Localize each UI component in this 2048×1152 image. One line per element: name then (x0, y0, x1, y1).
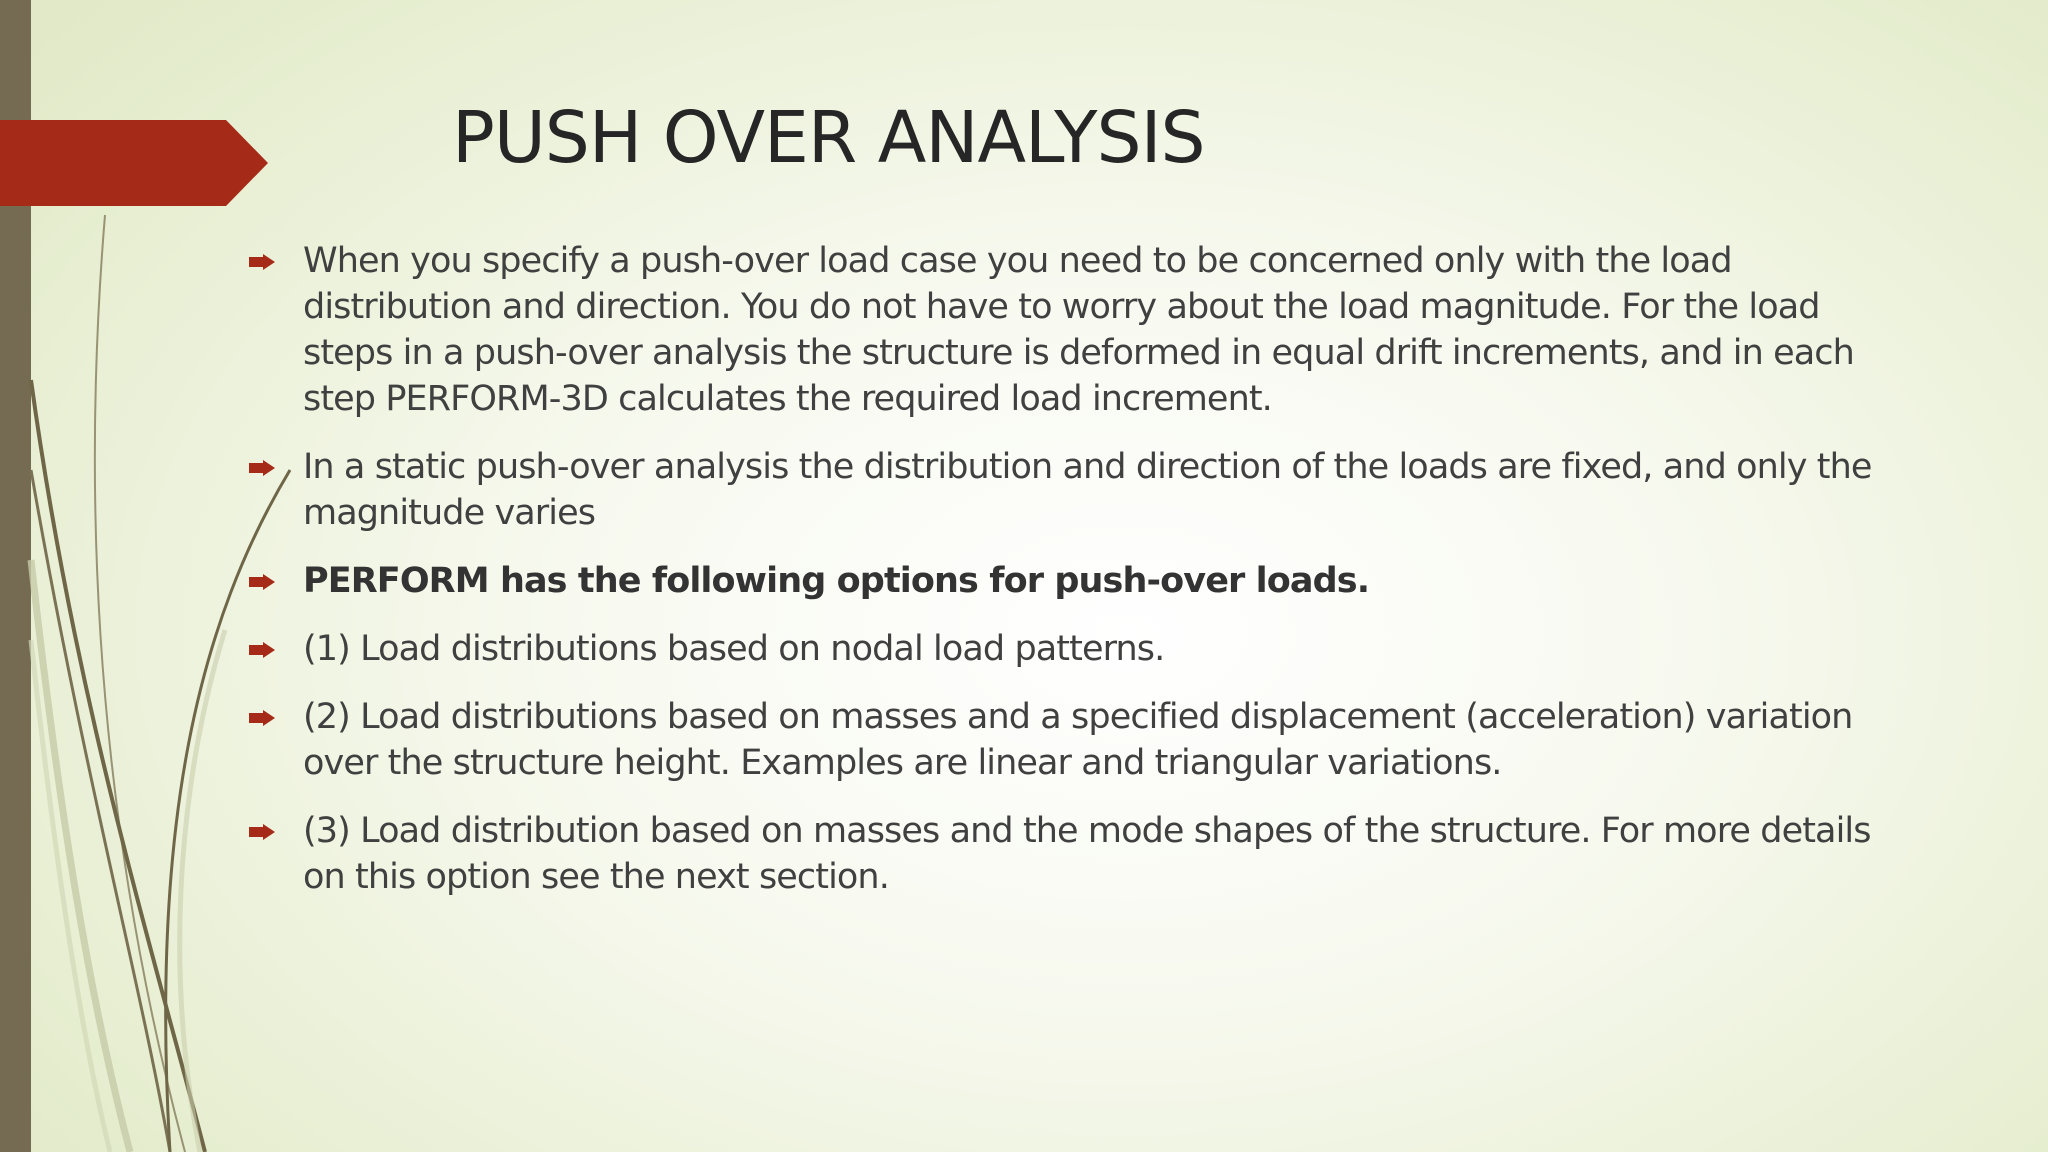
title-accent-tab (0, 120, 270, 206)
bullet-text: PERFORM has the following options for push-over loads. (303, 561, 1370, 601)
arrow-bullet-icon (249, 824, 275, 840)
arrow-bullet-icon (249, 460, 275, 476)
bullet-list (245, 238, 1895, 922)
bullet-item (245, 808, 1895, 900)
arrow-bullet-icon (249, 574, 275, 590)
arrow-bullet-icon (249, 642, 275, 658)
bullet-text: (3) Load distribution based on masses and the mode shapes of the structure. For more details on this option see the next section. (303, 811, 1871, 897)
bullet-text: In a static push-over analysis the distribution and direction of the loads are fixed, and only the magnitude varies (303, 447, 1872, 533)
bullet-item (245, 626, 1895, 672)
bullet-text: (2) Load distributions based on masses and a specified displacement (acceleration) variation over the structure height. Examples are linear and triangular variations. (303, 697, 1853, 783)
bullet-item (245, 238, 1895, 422)
slide-title: PUSH OVER ANALYSIS (452, 96, 1205, 179)
arrow-bullet-icon (249, 254, 275, 270)
bullet-item (245, 694, 1895, 786)
bullet-item (245, 444, 1895, 536)
bullet-text: When you specify a push-over load case you need to be concerned only with the load distribution and direction. You do not have to worry about the load magnitude. For the load steps in a push-over analysis the structure is deformed in equal drift increments, and in each step PERFORM-3D calculates the required load increment. (303, 241, 1854, 419)
bullet-text: (1) Load distributions based on nodal load patterns. (303, 629, 1165, 669)
arrow-bullet-icon (249, 710, 275, 726)
bullet-item (245, 558, 1895, 604)
